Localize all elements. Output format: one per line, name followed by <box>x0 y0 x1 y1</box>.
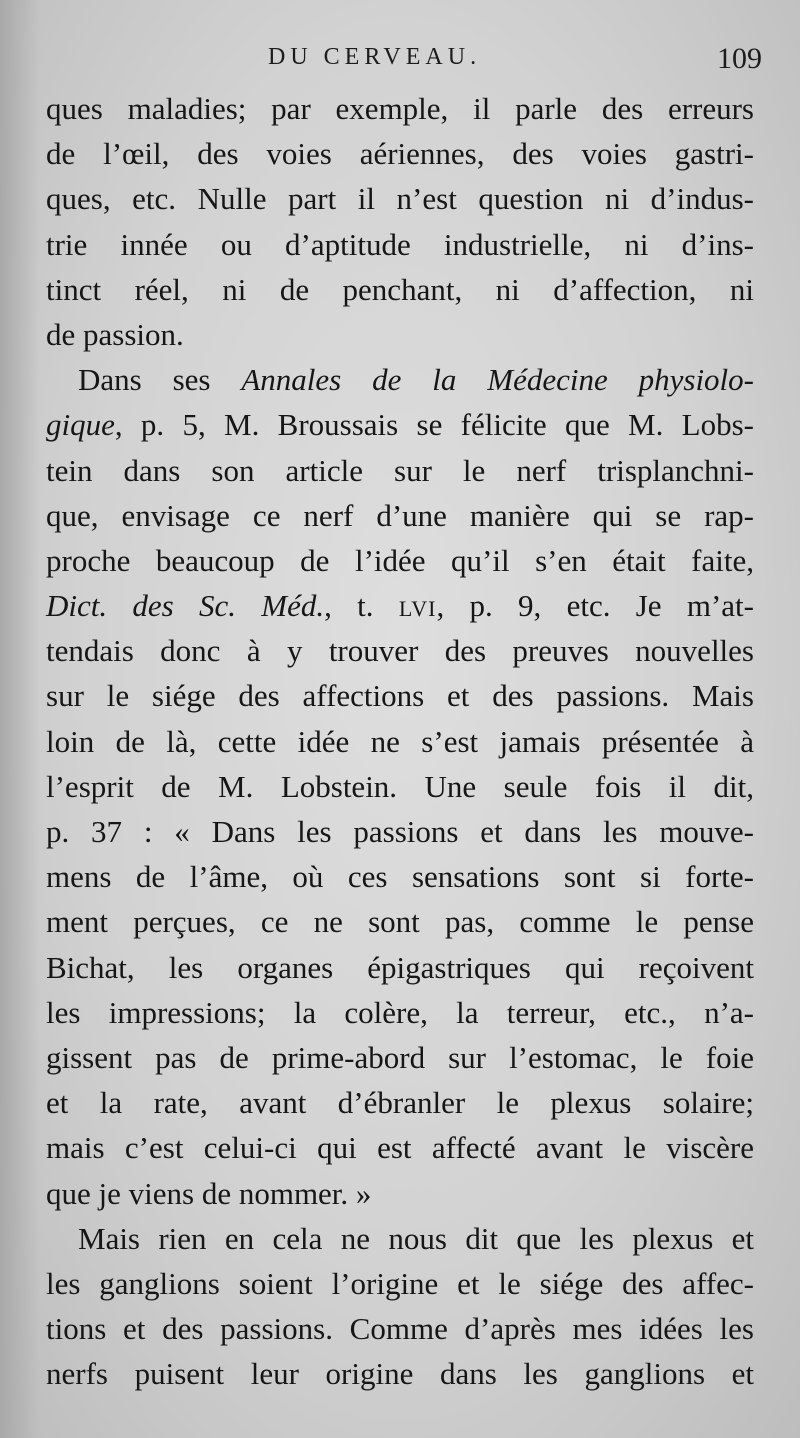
text-line: proche beaucoup de l’idée qu’il s’en était faite, <box>46 542 754 578</box>
page-number: 109 <box>717 42 762 75</box>
text-line: tions et des passions. Comme d’après mes idées les <box>46 1311 754 1347</box>
text-line: nerfs puisent leur origine dans les ganglions et <box>46 1356 754 1392</box>
body-text <box>46 86 754 1396</box>
text-fragment: , p. 5, M. Broussais se félicite que M. Lobs- <box>114 407 754 443</box>
text-line: ques, etc. Nulle part il n’est question ni d’indus- <box>46 181 754 217</box>
text-line: trie innée ou d’aptitude industrielle, ni d’ins- <box>46 226 754 262</box>
text-fragment: Dans ses <box>78 362 242 398</box>
text-line: de l’œil, des voies aériennes, des voies gastri- <box>46 136 754 172</box>
text-line: p. 37 : « Dans les passions et dans les mouve- <box>46 814 754 849</box>
volume-numeral: LVI <box>398 596 437 622</box>
text-line: Bichat, les organes épigastriques qui reçoivent <box>46 949 754 985</box>
text-fragment: , t. <box>324 588 399 624</box>
text-line: que je viens de nommer. » <box>46 1175 372 1211</box>
text-line: tendais donc à y trouver des preuves nouvelles <box>46 633 754 669</box>
text-line: tein dans son article sur le nerf trisplanchni- <box>46 452 754 488</box>
text-line-italic-mixed <box>46 402 754 447</box>
italic-title: Annales de la Médecine physiolo- <box>241 362 754 398</box>
text-line: de passion. <box>46 316 184 352</box>
text-line: sur le siége des affections et des passions. Mais <box>46 678 754 714</box>
text-line: ques maladies; par exemple, il parle des erreurs <box>46 91 754 126</box>
text-line-italic-mixed <box>46 357 754 402</box>
text-line: les impressions; la colère, la terreur, etc., n’a- <box>46 994 754 1030</box>
text-line: mais c’est celui-ci qui est affecté avant le viscère <box>46 1130 754 1166</box>
text-line: loin de là, cette idée ne s’est jamais présentée à <box>46 723 754 759</box>
text-line: mens de l’âme, où ces sensations sont si forte- <box>46 859 754 895</box>
text-line: ment perçues, ce ne sont pas, comme le pense <box>46 904 754 940</box>
italic-title-cont: gique <box>46 407 115 443</box>
text-line: Mais rien en cela ne nous dit que les plexus et <box>78 1220 754 1256</box>
text-line: gissent pas de prime-abord sur l’estomac, le foie <box>46 1039 754 1075</box>
text-line: et la rate, avant d’ébranler le plexus solaire; <box>46 1085 754 1121</box>
text-line: l’esprit de M. Lobstein. Une seule fois il dit, <box>46 768 754 804</box>
page-header <box>0 38 800 78</box>
italic-reference: Dict. des Sc. Méd. <box>46 588 325 624</box>
running-head: DU CERVEAU. <box>268 44 482 70</box>
text-line: les ganglions soient l’origine et le siége des affec- <box>46 1265 754 1301</box>
text-line-italic-mixed <box>46 583 754 628</box>
text-line: tinct réel, ni de penchant, ni d’affection, ni <box>46 271 754 307</box>
text-fragment: , p. 9, etc. Je m’at- <box>436 588 754 624</box>
text-line: que, envisage ce nerf d’une manière qui se rap- <box>46 497 754 533</box>
